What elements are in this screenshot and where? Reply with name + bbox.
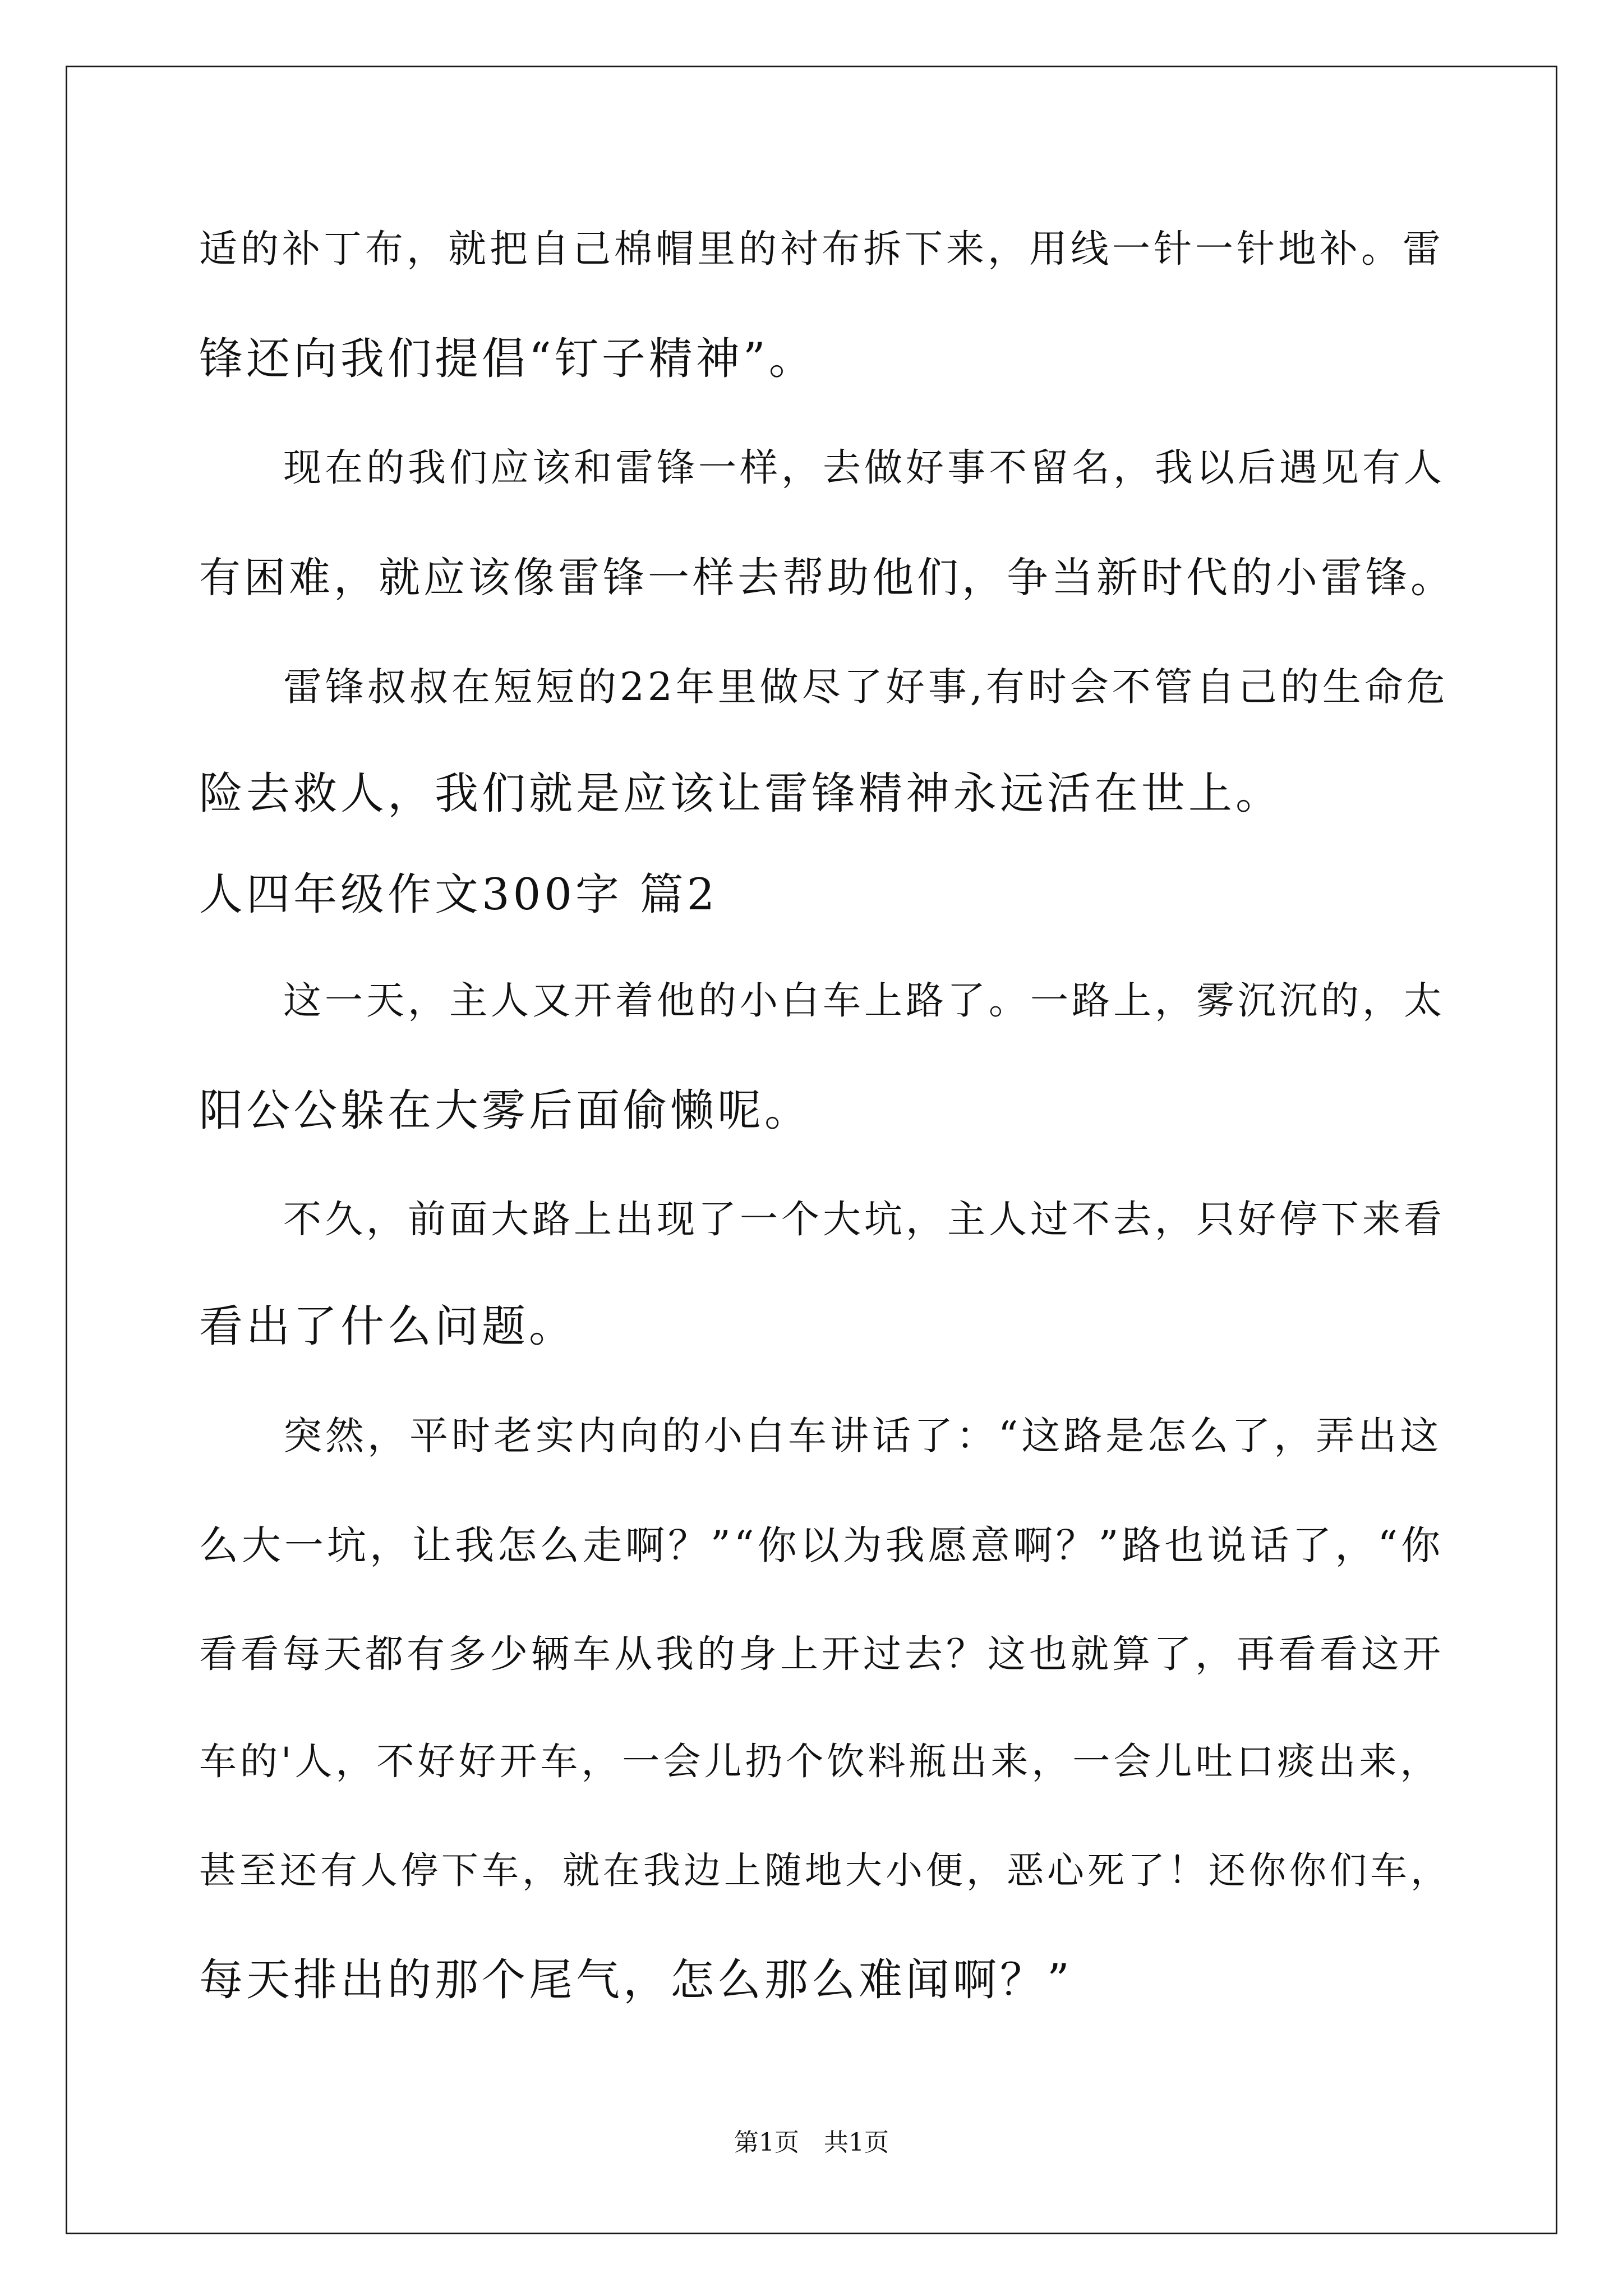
text-line: 锋还向我们提倡“钉子精神”。 (199, 334, 816, 384)
page-border (66, 66, 1557, 2234)
section-heading: 人四年级作文300字 篇2 (199, 869, 718, 920)
text-line: 不久，前面大路上出现了一个大坑，主人过不去，只好停下来看 (283, 1198, 1446, 1242)
text-line: 有困难，就应该像雷锋一样去帮助他们，争当新时代的小雷锋。 (199, 554, 1455, 602)
text-line: 阳公公躲在大雾后面偷懒呢。 (199, 1085, 812, 1136)
text-line: 么大一坑，让我怎么走啊？”“你以为我愿意啊？”路也说话了，“你 (199, 1522, 1444, 1568)
text-line: 这一天，主人又开着他的小白车上路了。一路上，雾沉沉的，太 (283, 979, 1446, 1023)
text-line: 每天排出的那个尾气，怎么那么难闻啊？” (199, 1955, 1073, 2005)
text-line: 现在的我们应该和雷锋一样，去做好事不留名，我以后遇见有人 (283, 446, 1446, 490)
text-line: 突然，平时老实内向的小白车讲话了：“这路是怎么了，弄出这 (283, 1414, 1442, 1458)
text-line: 险去救人，我们就是应该让雷锋精神永远活在世上。 (199, 769, 1283, 819)
text-line: 适的补丁布，就把自己棉帽里的衬布拆下来，用线一针一针地补。雷 (199, 227, 1445, 272)
page-number-footer: 第1页 共1页 (734, 2128, 889, 2157)
text-line: 看看每天都有多少辆车从我的身上开过去？这也就算了，再看看这开 (199, 1632, 1445, 1677)
text-line: 车的'人，不好好开车，一会儿扔个饮料瓶出来，一会儿吐口痰出来， (199, 1740, 1441, 1783)
text-line: 雷锋叔叔在短短的22年里做尽了好事,有时会不管自己的生命危 (283, 665, 1449, 710)
text-line: 甚至还有人停下车，就在我边上随地大小便，恶心死了！还你你们车， (199, 1849, 1451, 1892)
text-line: 看出了什么问题。 (199, 1301, 577, 1352)
